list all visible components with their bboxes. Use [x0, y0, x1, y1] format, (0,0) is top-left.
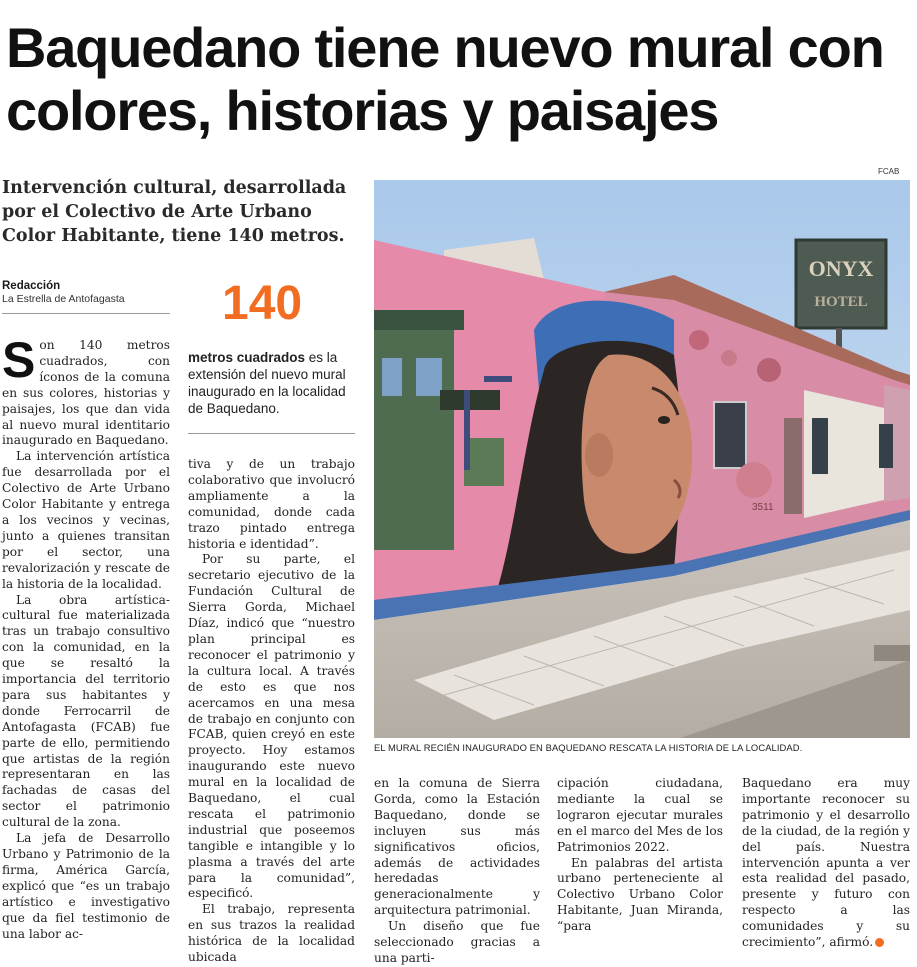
headline: Baquedano tiene nuevo mural con colores, historias y paisajes [6, 16, 884, 142]
paragraph: En palabras del artista urbano perteneciente al Colectivo Urbano Color Habitante, Juan Miranda, “para [557, 855, 723, 934]
sign-text-2: HOTEL [814, 294, 868, 310]
mural-photo [374, 180, 910, 738]
highlight-divider [188, 433, 355, 434]
highlight-text [188, 349, 356, 417]
byline [2, 279, 172, 306]
body-column-4 [557, 776, 723, 935]
photo-caption: EL MURAL RECIÉN INAUGURADO EN BAQUEDANO RESCATA LA HISTORIA DE LA LOCALIDAD. [374, 742, 803, 753]
paragraph: tiva y de un trabajo colaborativo que involucró ampliamente a la comunidad, donde cada trazo pintado entrega historia e identidad”. [188, 457, 355, 551]
wall-number: 3511 [752, 502, 774, 513]
highlight-rest: es la extensión del nuevo mural inaugurado en la localidad de Baquedano. [188, 350, 346, 416]
paragraph: La jefa de Desarrollo Urbano y Patrimonio de la firma, América García, explicó que “es un trabajo artístico e investigativo que da fiel testimonio de una labor ac- [2, 831, 170, 941]
sign-text-1: ONYX [808, 256, 874, 281]
dropcap: S [2, 332, 36, 388]
subheadline: Intervención cultural, desarrollada por el Colectivo de Arte Urbano Color Habitante, tiene 140 metros. [2, 178, 347, 246]
byline-publication: La Estrella de Antofagasta [2, 293, 125, 305]
end-mark-icon [875, 938, 884, 947]
mural-illustration [374, 180, 910, 738]
body-column-1 [2, 332, 170, 942]
paragraph: La intervención artística fue desarrollada por el Colectivo de Arte Urbano Color Habitante y entrega a los vecinos y vecinas, junto a quienes transitan por el sector, una revalorización y rescate de la historia de la localidad. [2, 449, 170, 591]
paragraph: La obra artística-cultural fue materializada tras un trabajo consultivo con la comunidad, en la que se resaltó la importancia del territorio para sus habitantes y donde Ferrocarril de Antofagasta (FCAB) fue parte de ello, permitiendo que artistas de la región representaran en las fachadas de casas del sector el patrimonio cultural de la zona. [2, 592, 170, 830]
highlight-bold: metros cuadrados [188, 350, 306, 365]
body-column-2 [188, 457, 355, 966]
highlight-number: 140 [222, 277, 303, 330]
paragraph: Por su parte, el secretario ejecutivo de la Fundación Cultural de Sierra Gorda, Michael Díaz, indicó que “nuestro plan principal es reconocer el patrimonio y la cultura local. A través de esto es que nos acercamos en una mesa de trabajo en conjunto con FCAB, quien creyó en este proyecto. Hoy estamos inaugurando este nuevo mural en la localidad de Baquedano, el cual rescata el patrimonio industrial que poseemos tangible e intangible y lo plasma a través del arte para la comunidad”, especificó. [188, 552, 355, 901]
body-column-3 [374, 776, 540, 967]
byline-divider [2, 313, 170, 314]
paragraph: cipación ciudadana, mediante la cual se lograron ejecutar murales en el marco del Mes de los Patrimonios 2022. [557, 776, 723, 854]
paragraph: Son 140 metros cuadrados, con íconos de la comuna en sus colores, historias y paisajes, los que dan vida al nuevo mural identitario inaugurado en Baquedano. [2, 332, 170, 448]
byline-author: Redacción [2, 280, 61, 292]
photo-credit: FCAB [878, 167, 900, 176]
paragraph: en la comuna de Sierra Gorda, como la Estación Baquedano, donde se incluyen sus más significativos oficios, además de actividades heredadas generacionalmente y arquitectura patrimonial. [374, 776, 540, 918]
body-column-5 [742, 776, 910, 951]
paragraph: El trabajo, representa en sus trazos la realidad histórica de la localidad ubicada [188, 902, 355, 965]
paragraph: Un diseño que fue seleccionado gracias a una parti- [374, 919, 540, 965]
paragraph: Baquedano era muy importante reconocer su patrimonio y el desarrollo de la ciudad, de la región y del país. Nuestra intervención apunta a ver esta realidad del pasado, presente y futuro con respecto a las comunidades y su crecimiento”, afirmó. [742, 776, 910, 950]
